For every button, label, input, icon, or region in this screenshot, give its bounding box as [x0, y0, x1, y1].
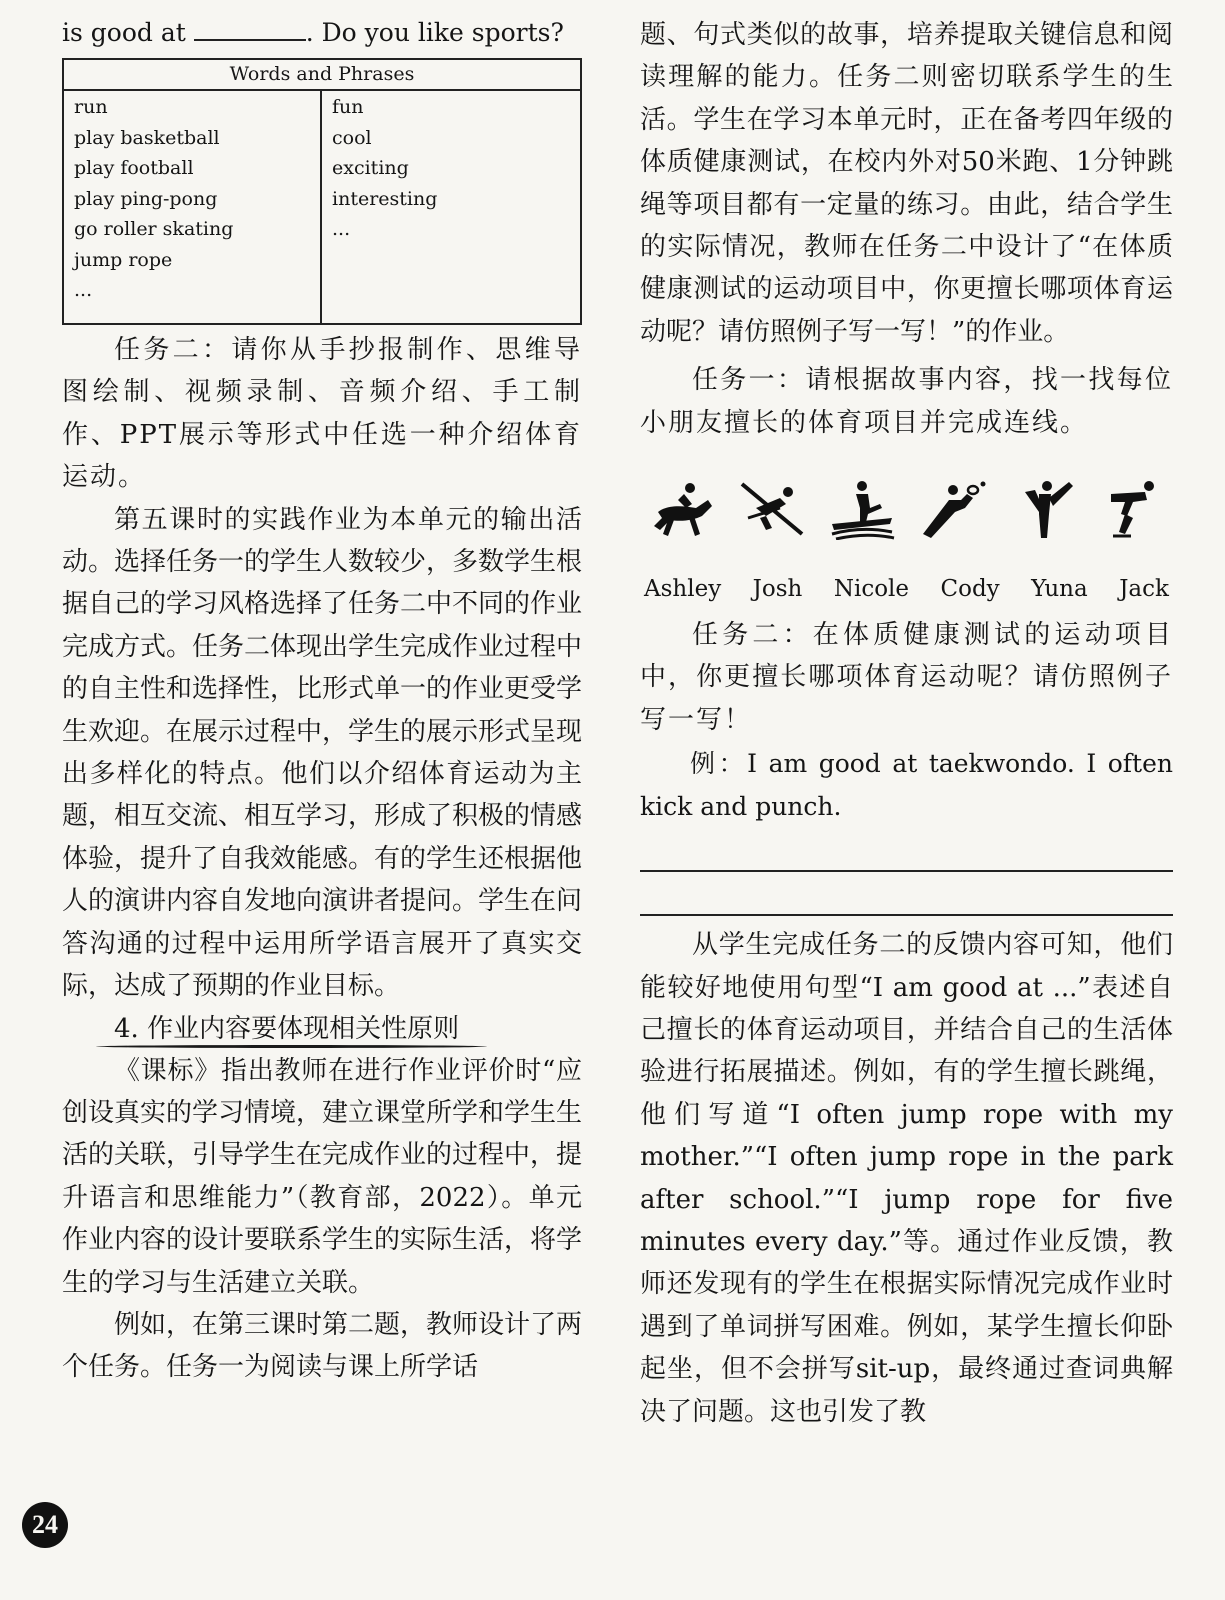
kid-names-row	[640, 572, 1173, 606]
table-cell: play football	[74, 157, 194, 179]
section-heading: 4. 作业内容要体现相关性原则	[114, 1008, 459, 1050]
skiing-icon	[736, 478, 808, 540]
answer-line	[640, 872, 1173, 916]
kid-name: Ashley	[644, 576, 722, 603]
table-cell: run	[74, 96, 108, 118]
table-cell: cool	[332, 126, 372, 149]
kid-name: Yuna	[1031, 576, 1088, 603]
table-column-activities	[64, 91, 322, 323]
sports-icons-row	[640, 474, 1173, 544]
task-one-paragraph: 任务一：请根据故事内容，找一找每位小朋友擅长的体育项目并完成连线。	[640, 365, 1173, 438]
kid-name: Cody	[940, 576, 1000, 603]
kid-name: Nicole	[833, 576, 910, 603]
table-cell: ...	[332, 218, 351, 240]
task-two-paragraph: 任务二：在体质健康测试的运动项目中，你更擅长哪项体育运动呢？请仿照例子写一写！	[640, 620, 1173, 735]
body-paragraph: 例如，在第三课时第二题，教师设计了两个任务。任务一为阅读与课上所学话	[62, 1309, 583, 1383]
top-line	[62, 14, 582, 52]
table-header: Words and Phrases	[64, 60, 580, 91]
taekwondo-icon	[1005, 478, 1077, 540]
body-paragraph: 从学生完成任务二的反馈内容可知，他们能较好地使用句型“I am good at ...”表述自己擅长的体育运动项目，并结合自己的生活体验进行拓展描述。例如，有的学生擅长跳绳，他们写道“I often jump rope with my mother.”“I often jump rope in the park after school.”“I jump rope for five minutes every day.”等。通过作业反馈，教师还发现有的学生在根据实际情况完成作业时遇到了单词拼写困难。例如，某学生擅长仰卧起坐，但不会拼写sit-up，最终通过查词典解决了问题。这也引发了教	[640, 930, 1173, 1427]
body-paragraph: 第五课时的实践作业为本单元的输出活动。选择任务一的学生人数较少，多数学生根据自己的学习风格选择了任务二中不同的作业完成方式。任务二体现出学生完成作业过程中的自主性和选择性，比形式单一的作业更受学生欢迎。在展示过程中，学生的展示形式呈现出多样化的特点。他们以介绍体育运动为主题，相互交流、相互学习，形成了积极的情感体验，提升了自我效能感。有的学生还根据他人的演讲内容自发地向演讲者提问。学生在问答沟通的过程中运用所学语言展开了真实交际，达成了预期的作业目标。	[62, 504, 583, 1002]
table-cell: interesting	[332, 187, 438, 210]
words-and-phrases-table	[62, 58, 582, 325]
table-cell: play basketball	[74, 126, 220, 149]
top-line-start: is good at	[62, 18, 186, 47]
table-cell: ...	[74, 279, 93, 301]
fill-blank	[194, 19, 306, 41]
page-number: 24	[22, 1502, 68, 1548]
body-paragraph: 《课标》指出教师在进行作业评价时“应创设真实的学习情境，建立课堂所学和学生生活的关联，引导学生在完成作业的过程中，提升语言和思维能力”（教育部，2022）。单元作业内容的设计要联系学生的实际生活，将学生的学习与生活建立关联。	[62, 1055, 583, 1298]
table-cell: jump rope	[74, 248, 173, 271]
ping-pong-icon	[915, 478, 987, 540]
kid-name: Jack	[1119, 576, 1169, 603]
surfing-icon	[826, 478, 898, 540]
right-column	[640, 14, 1173, 1433]
body-paragraph: 题、句式类似的故事，培养提取关键信息和阅读理解的能力。任务二则密切联系学生的生活。学生在学习本单元时，正在备考四年级的体质健康测试，在校内外对50米跑、1分钟跳绳等项目都有一定量的练习。由此，结合学生的实际情况，教师在任务二中设计了“在体质健康测试的运动项目中，你更擅长哪项体育运动呢？请仿照例子写一写！”的作业。	[640, 20, 1173, 347]
task-two-paragraph: 任务二：请你从手抄报制作、思维导图绘制、视频录制、音频介绍、手工制作、PPT展示等形式中任选一种介绍体育运动。	[62, 335, 582, 493]
table-cell: exciting	[332, 157, 409, 179]
kid-name: Josh	[752, 576, 803, 603]
horse-riding-icon	[646, 478, 718, 540]
table-cell: go roller skating	[74, 218, 234, 240]
answer-line	[640, 828, 1173, 872]
top-line-end: . Do you like sports?	[305, 18, 564, 47]
left-column	[62, 14, 582, 1389]
table-column-adjectives	[322, 91, 580, 323]
skating-icon	[1095, 478, 1167, 540]
table-cell: fun	[332, 96, 364, 118]
table-cell: play ping-pong	[74, 187, 218, 210]
example-sentence: 例：I am good at taekwondo. I often kick and punch.	[640, 749, 1173, 821]
